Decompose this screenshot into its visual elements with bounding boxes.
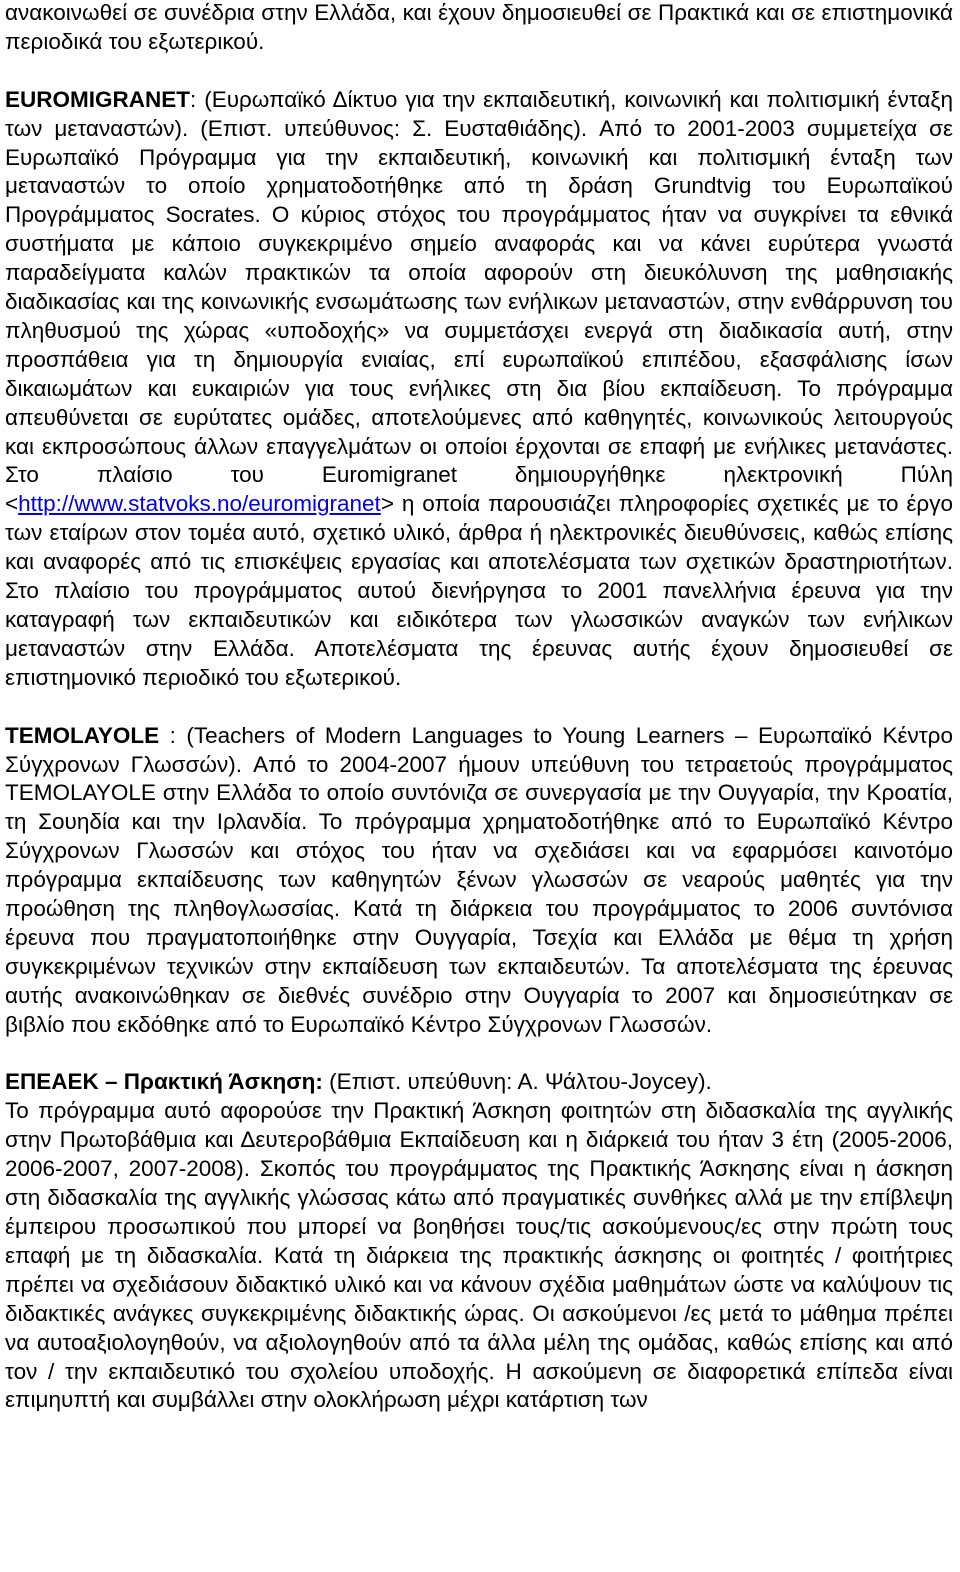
temolayole-paragraph	[5, 722, 953, 1040]
temolayole-text: : (Teachers of Modern Languages to Young Learners – Ευρωπαϊκό Κέντρο Σύγχρονων Γλωσσών). Από το 2004-2007 ήμουν υπεύθυνη του τετραετούς προγράμματος TEMOLAYOLE στην Ελλάδα το οποίο συντόνιζα σε συνεργασία με την Ουγγαρία, την Κροατία, τη Σουηδία και την Ιρλανδία. Το πρόγραμμα χρηματοδοτήθηκε από το Ευρωπαϊκό Κέντρο Σύγχρονων Γλωσσών και στόχος του ήταν να σχεδιάσει και να εφαρμόσει καινοτόμο πρόγραμμα εκπαίδευσης των καθηγητών ξένων γλωσσών σε νεαρούς μαθητές για την προώθηση της πληθογλωσσίας. Κατά τη διάρκεια του προγράμματος το 2006 συντόνισα έρευνα που πραγματοποιήθηκε στην Ουγγαρία, Τσεχία και Ελλάδα με θέμα τη χρήση συγκεκριμένων τεχνικών στην εκπαίδευση των εκπαιδευτών. Τα αποτελέσματα της έρευνας αυτής ανακοινώθηκαν σε διεθνές συνέδριο στην Ουγγαρία το 2007 και δημοσιεύτηκαν σε βιβλίο που εκδόθηκε από το Ευρωπαϊκό Κέντρο Σύγχρονων Γλωσσών.	[5, 722, 953, 1037]
intro-paragraph: ανακοινωθεί σε συνέδρια στην Ελλάδα, και έχουν δημοσιευθεί σε Πρακτικά και σε επιστημονικά περιοδικά του εξωτερικού.	[5, 0, 953, 54]
epeaek-heading-line	[5, 1068, 953, 1097]
document-page	[5, 0, 953, 1415]
paragraph-spacer	[5, 693, 953, 722]
euromigranet-heading: EUROMIGRANET	[5, 86, 190, 112]
euromigranet-portal-link[interactable]: http://www.statvoks.no/euromigranet	[18, 491, 381, 517]
paragraph-spacer	[5, 1040, 953, 1069]
epeaek-heading: ΕΠΕΑΕΚ – Πρακτική Άσκηση:	[5, 1069, 323, 1095]
paragraph-spacer	[5, 57, 953, 86]
euromigranet-paragraph	[5, 86, 953, 693]
epeaek-heading-detail: (Επιστ. υπεύθυνη: Α. Ψάλτου-Joycey).	[322, 1069, 712, 1095]
epeaek-paragraph: Το πρόγραμμα αυτό αφορούσε την Πρακτική Άσκηση φοιτητών στη διδασκαλία της αγγλικής στην Πρωτοβάθμια και Δευτεροβάθμια Εκπαίδευση και η διάρκειά του ήταν 3 έτη (2005-2006, 2006-2007, 2007-2008). Σκοπός του προγράμματος της Πρακτικής Άσκησης είναι η άσκηση στη διδασκαλία της αγγλικής γλώσσας κάτω από πραγματικές συνθήκες αλλά με την επίβλεψη έμπειρου προσωπικού που μπορεί να βοηθήσει τους/τις ασκούμενους/ες στην πρώτη τους επαφή με τη διδασκαλία. Κατά τη διάρκεια της πρακτικής άσκησης οι φοιτητές / φοιτήτριες πρέπει να σχεδιάσουν διδακτικό υλικό και να κάνουν σχέδια μαθημάτων ώστε να καλύψουν τις διδακτικές ανάγκες συγκεκριμένης διδακτικής ώρας. Οι ασκούμενοι /ες μετά το μάθημα πρέπει να αυτοαξιολογηθούν, να αξιολογηθούν από τα άλλα μέλη της ομάδας, καθώς επίσης και από τον / την εκπαιδευτικό του σχολείου υποδοχής. Η ασκούμενη σε διαφορετικά επίπεδα είναι επιμηυπτή και συμβάλλει στην ολοκλήρωση μέχρι κατάρτιση των	[5, 1098, 953, 1413]
euromigranet-text: : (Ευρωπαϊκό Δίκτυο για την εκπαιδευτική, κοινωνική και πολιτισμική ένταξη των μεταναστών). (Επιστ. υπεύθυνος: Σ. Ευσταθιάδης). Από το 2001-2003 συμμετείχα σε Ευρωπαϊκό Πρόγραμμα για την εκπαιδευτική, κοινωνική και πολιτισμική ένταξη των μεταναστών το οποίο χρηματοδοτήθηκε από τη δράση Grundtvig του Ευρωπαϊκού Προγράμματος Socrates. Ο κύριος στόχος του προγράμματος ήταν να συγκρίνει τα εθνικά συστήματα με κάποιο συγκεκριμένο σημείο αναφοράς και να κάνει ευρύτερα γνωστά παραδείγματα καλών πρακτικών τα οποία αφορούν στη διευκόλυνση της μαθησιακής διαδικασίας και της κοινωνικής ενσωμάτωσης των ενήλικων μεταναστών, στην ενθάρρυνση του πληθυσμού της χώρας «υποδοχής» να συμμετάσχει ενεργά στη διαδικασία αυτή, στην προσπάθεια για τη δημιουργία ενιαίας, επί ευρωπαϊκού επιπέδου, εξασφάλισης ίσων δικαιωμάτων και ευκαιριών για τους ενήλικες στη δια βίου εκπαίδευση. Το πρόγραμμα απευθύνεται σε ευρύτατες ομάδες, αποτελούμενες από καθηγητές, κοινωνικούς λειτουργούς και εκπροσώπους άλλων επαγγελμάτων οι οποίοι έρχονται σε επαφή με ενήλικες μετανάστες. Στο πλαίσιο του Euromigranet δημιουργήθηκε ηλεκτρονική Πύλη <	[5, 86, 953, 517]
euromigranet-text-continued: > η οποία παρουσιάζει πληροφορίες σχετικές με το έργο των εταίρων στον τομέα αυτό, σχετικό υλικό, άρθρα ή ηλεκτρονικές διευθύνσεις, καθώς επίσης και αναφορές από τις επισκέψεις εργασίας και αποτελέσματα των σχετικών δραστηριοτήτων. Στο πλαίσιο του προγράμματος αυτού διενήργησα το 2001 πανελλήνια έρευνα για την καταγραφή των εκπαιδευτικών και ειδικότερα των γλωσσικών αναγκών των ενήλικων μεταναστών στην Ελλάδα. Αποτελέσματα της έρευνας αυτής έχουν δημοσιευθεί σε επιστημονικό περιοδικό του εξωτερικού.	[5, 491, 953, 690]
temolayole-heading: TEMOLAYOLE	[5, 722, 160, 748]
